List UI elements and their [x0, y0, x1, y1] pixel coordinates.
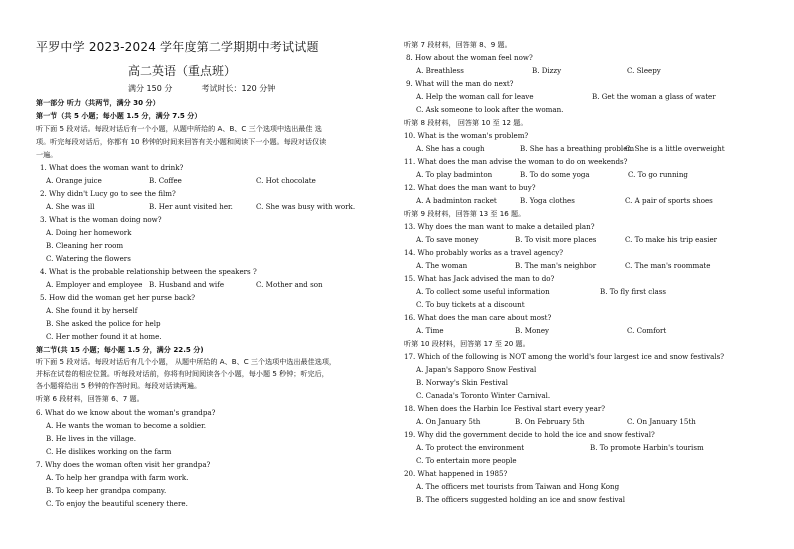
option-b: B. The officers suggested holding an ice and snow festival: [416, 495, 626, 504]
option-b: B. On February 5th: [515, 417, 585, 426]
option-a: A. To help her grandpa with farm work.: [46, 473, 189, 482]
option-a: A. She has a cough: [416, 144, 485, 153]
option-b: B. He lives in the village.: [46, 434, 137, 443]
option-c: C. To make his trip easier: [625, 235, 718, 244]
option-b: B. To keep her grandpa company.: [46, 486, 167, 495]
option-a: A. She was ill: [46, 202, 95, 211]
question-stem: 10. What is the woman's problem?: [404, 131, 529, 140]
full-score: 满分 150 分: [128, 84, 173, 93]
option-c: C. Comfort: [627, 326, 667, 335]
option-c: C. Hot chocolate: [256, 176, 316, 185]
section2-instructions: 并标在试卷的相应位置。听每段对话前，你将有时间阅读各个小题，每小题 5 秒钟；听完后，: [36, 369, 329, 378]
option-c: C. Watering the flowers: [46, 254, 131, 263]
option-a: A. To protect the environment: [416, 443, 525, 452]
option-b: B. Cleaning her room: [46, 241, 124, 250]
option-b: B. Get the woman a glass of water: [592, 92, 716, 101]
question-stem: 3. What is the woman doing now?: [40, 215, 162, 224]
exam-title: 平罗中学 2023-2024 学年度第二学期期中考试试题: [36, 40, 319, 54]
question-stem: 14. Who probably works as a travel agency?: [404, 248, 564, 257]
option-b: B. Dizzy: [532, 66, 562, 75]
option-b: B. She asked the police for help: [46, 319, 161, 328]
option-b: B. Coffee: [149, 176, 182, 185]
option-c: C. A pair of sports shoes: [625, 196, 713, 205]
option-b: B. Her aunt visited her.: [149, 202, 233, 211]
material-instruction: 听第 7 段材料，回答第 8、9 题。: [404, 40, 512, 49]
option-c: C. Mother and son: [256, 280, 323, 289]
option-c: C. To go running: [628, 170, 688, 179]
option-c: C. Her mother found it at home.: [46, 332, 162, 341]
option-c: C. To entertain more people: [416, 456, 517, 465]
option-a: A. Japan's Sapporo Snow Festival: [416, 365, 537, 374]
question-stem: 13. Why does the man want to make a detailed plan?: [404, 222, 595, 231]
exam-duration: 考试时长：120 分钟: [201, 84, 276, 93]
option-a: A. To play badminton: [416, 170, 493, 179]
option-b: B. Husband and wife: [149, 280, 225, 289]
option-a: A. Help the woman call for leave: [416, 92, 534, 101]
option-c: C. He dislikes working on the farm: [46, 447, 172, 456]
option-b: B. Norway's Skin Festival: [416, 378, 508, 387]
material-instruction: 听第 9 段材料，回答第 13 至 16 题。: [404, 209, 526, 218]
section2-instructions: 各小题将给出 5 秒钟的作答时间。每段对话读两遍。: [36, 381, 202, 390]
material-instruction: 听第 10 段材料，回答第 17 至 20 题。: [404, 339, 530, 348]
option-b: B. The man's neighbor: [515, 261, 597, 270]
option-c: C. She was busy with work.: [256, 202, 356, 211]
option-a: A. Breathless: [416, 66, 464, 75]
material-instruction: 听第 8 段材料， 回答第 10 至 12 题。: [404, 118, 528, 127]
option-a: A. The woman: [416, 261, 468, 270]
question-stem: 2. Why didn't Lucy go to see the film?: [40, 189, 176, 198]
question-stem: 16. What does the man care about most?: [404, 313, 552, 322]
question-stem: 17. Which of the following is NOT among the world's four largest ice and snow festivals?: [404, 352, 725, 361]
option-a: A. Doing her homework: [46, 228, 132, 237]
option-a: A. The officers met tourists from Taiwan and Hong Kong: [416, 482, 620, 491]
question-stem: 1. What does the woman want to drink?: [40, 163, 184, 172]
option-c: C. On January 15th: [627, 417, 696, 426]
option-b: B. To fly first class: [600, 287, 667, 296]
question-stem: 18. When does the Harbin Ice Festival start every year?: [404, 404, 606, 413]
option-c: C. To enjoy the beautiful scenery there.: [46, 499, 188, 508]
option-b: B. To visit more places: [515, 235, 597, 244]
section1-instructions: 一遍。: [36, 150, 58, 159]
question-stem: 6. What do we know about the woman's grandpa?: [36, 408, 216, 417]
option-a: A. Orange juice: [46, 176, 102, 185]
option-c: C. The man's roommate: [625, 261, 711, 270]
option-c: C. Canada's Toronto Winter Carnival.: [416, 391, 551, 400]
option-c: C. She is a little overweight: [625, 144, 725, 153]
option-c: C. To buy tickets at a discount: [416, 300, 525, 309]
question-stem: 4. What is the probable relationship between the speakers ?: [40, 267, 257, 276]
option-a: A. He wants the woman to become a soldier.: [46, 421, 206, 430]
option-b: B. Money: [515, 326, 550, 335]
question-stem: 15. What has Jack advised the man to do?: [404, 274, 555, 283]
question-stem: 5. How did the woman get her purse back?: [40, 293, 196, 302]
option-a: A. To collect some useful information: [416, 287, 550, 296]
section1-instructions: 听下面 5 段对话。每段对话后有一个小题，从题中所给的 A、B、C 三个选项中选出最佳 选: [36, 124, 322, 133]
option-a: A. Employer and employee: [46, 280, 143, 289]
question-stem: 12. What does the man want to buy?: [404, 183, 536, 192]
option-a: A. To save money: [416, 235, 479, 244]
option-a: A. She found it by herself: [46, 306, 138, 315]
question-stem: 7. Why does the woman often visit her grandpa?: [36, 460, 211, 469]
option-b: B. She has a breathing problem: [520, 144, 635, 153]
option-a: A. On January 5th: [416, 417, 481, 426]
question-stem: 8. How about the woman feel now?: [406, 53, 533, 62]
option-b: B. To do some yoga: [520, 170, 590, 179]
part1-heading: 第一部分 听力（共两节，满分 30 分）: [36, 98, 160, 107]
question-stem: 20. What happened in 1985?: [404, 469, 508, 478]
section1-heading: 第一节（共 5 小题；每小题 1.5 分，满分 7.5 分）: [36, 111, 202, 120]
section2-instructions: 听下面 5 段对话。每段对话后有几个小题， 从题中所给的 A、B、C 三个选项中选出最佳选项，: [36, 357, 337, 366]
option-b: B. To promote Harbin's tourism: [590, 443, 704, 452]
option-a: A. A badminton racket: [416, 196, 497, 205]
section1-instructions: 项。听完每段对话后，你都有 10 秒钟的时间来回答有关小题和阅读下一小题。每段对话仅读: [36, 137, 327, 146]
question-stem: 9. What will the man do next?: [406, 79, 514, 88]
section2-heading: 第二节(共 15 小题；每小题 1.5 分，满分 22.5 分): [36, 345, 204, 354]
exam-subtitle: 高二英语（重点班）: [128, 64, 237, 78]
option-b: B. Yoga clothes: [520, 196, 575, 205]
question-stem: 19. Why did the government decide to hold the ice and snow festival?: [404, 430, 655, 439]
option-c: C. Ask someone to look after the woman.: [416, 105, 564, 114]
material-instruction: 听第 6 段材料，回答第 6、7 题。: [36, 394, 144, 403]
option-a: A. Time: [416, 326, 444, 335]
option-c: C. Sleepy: [627, 66, 661, 75]
exam-info: [128, 83, 275, 94]
question-stem: 11. What does the man advise the woman to do on weekends?: [404, 157, 628, 166]
